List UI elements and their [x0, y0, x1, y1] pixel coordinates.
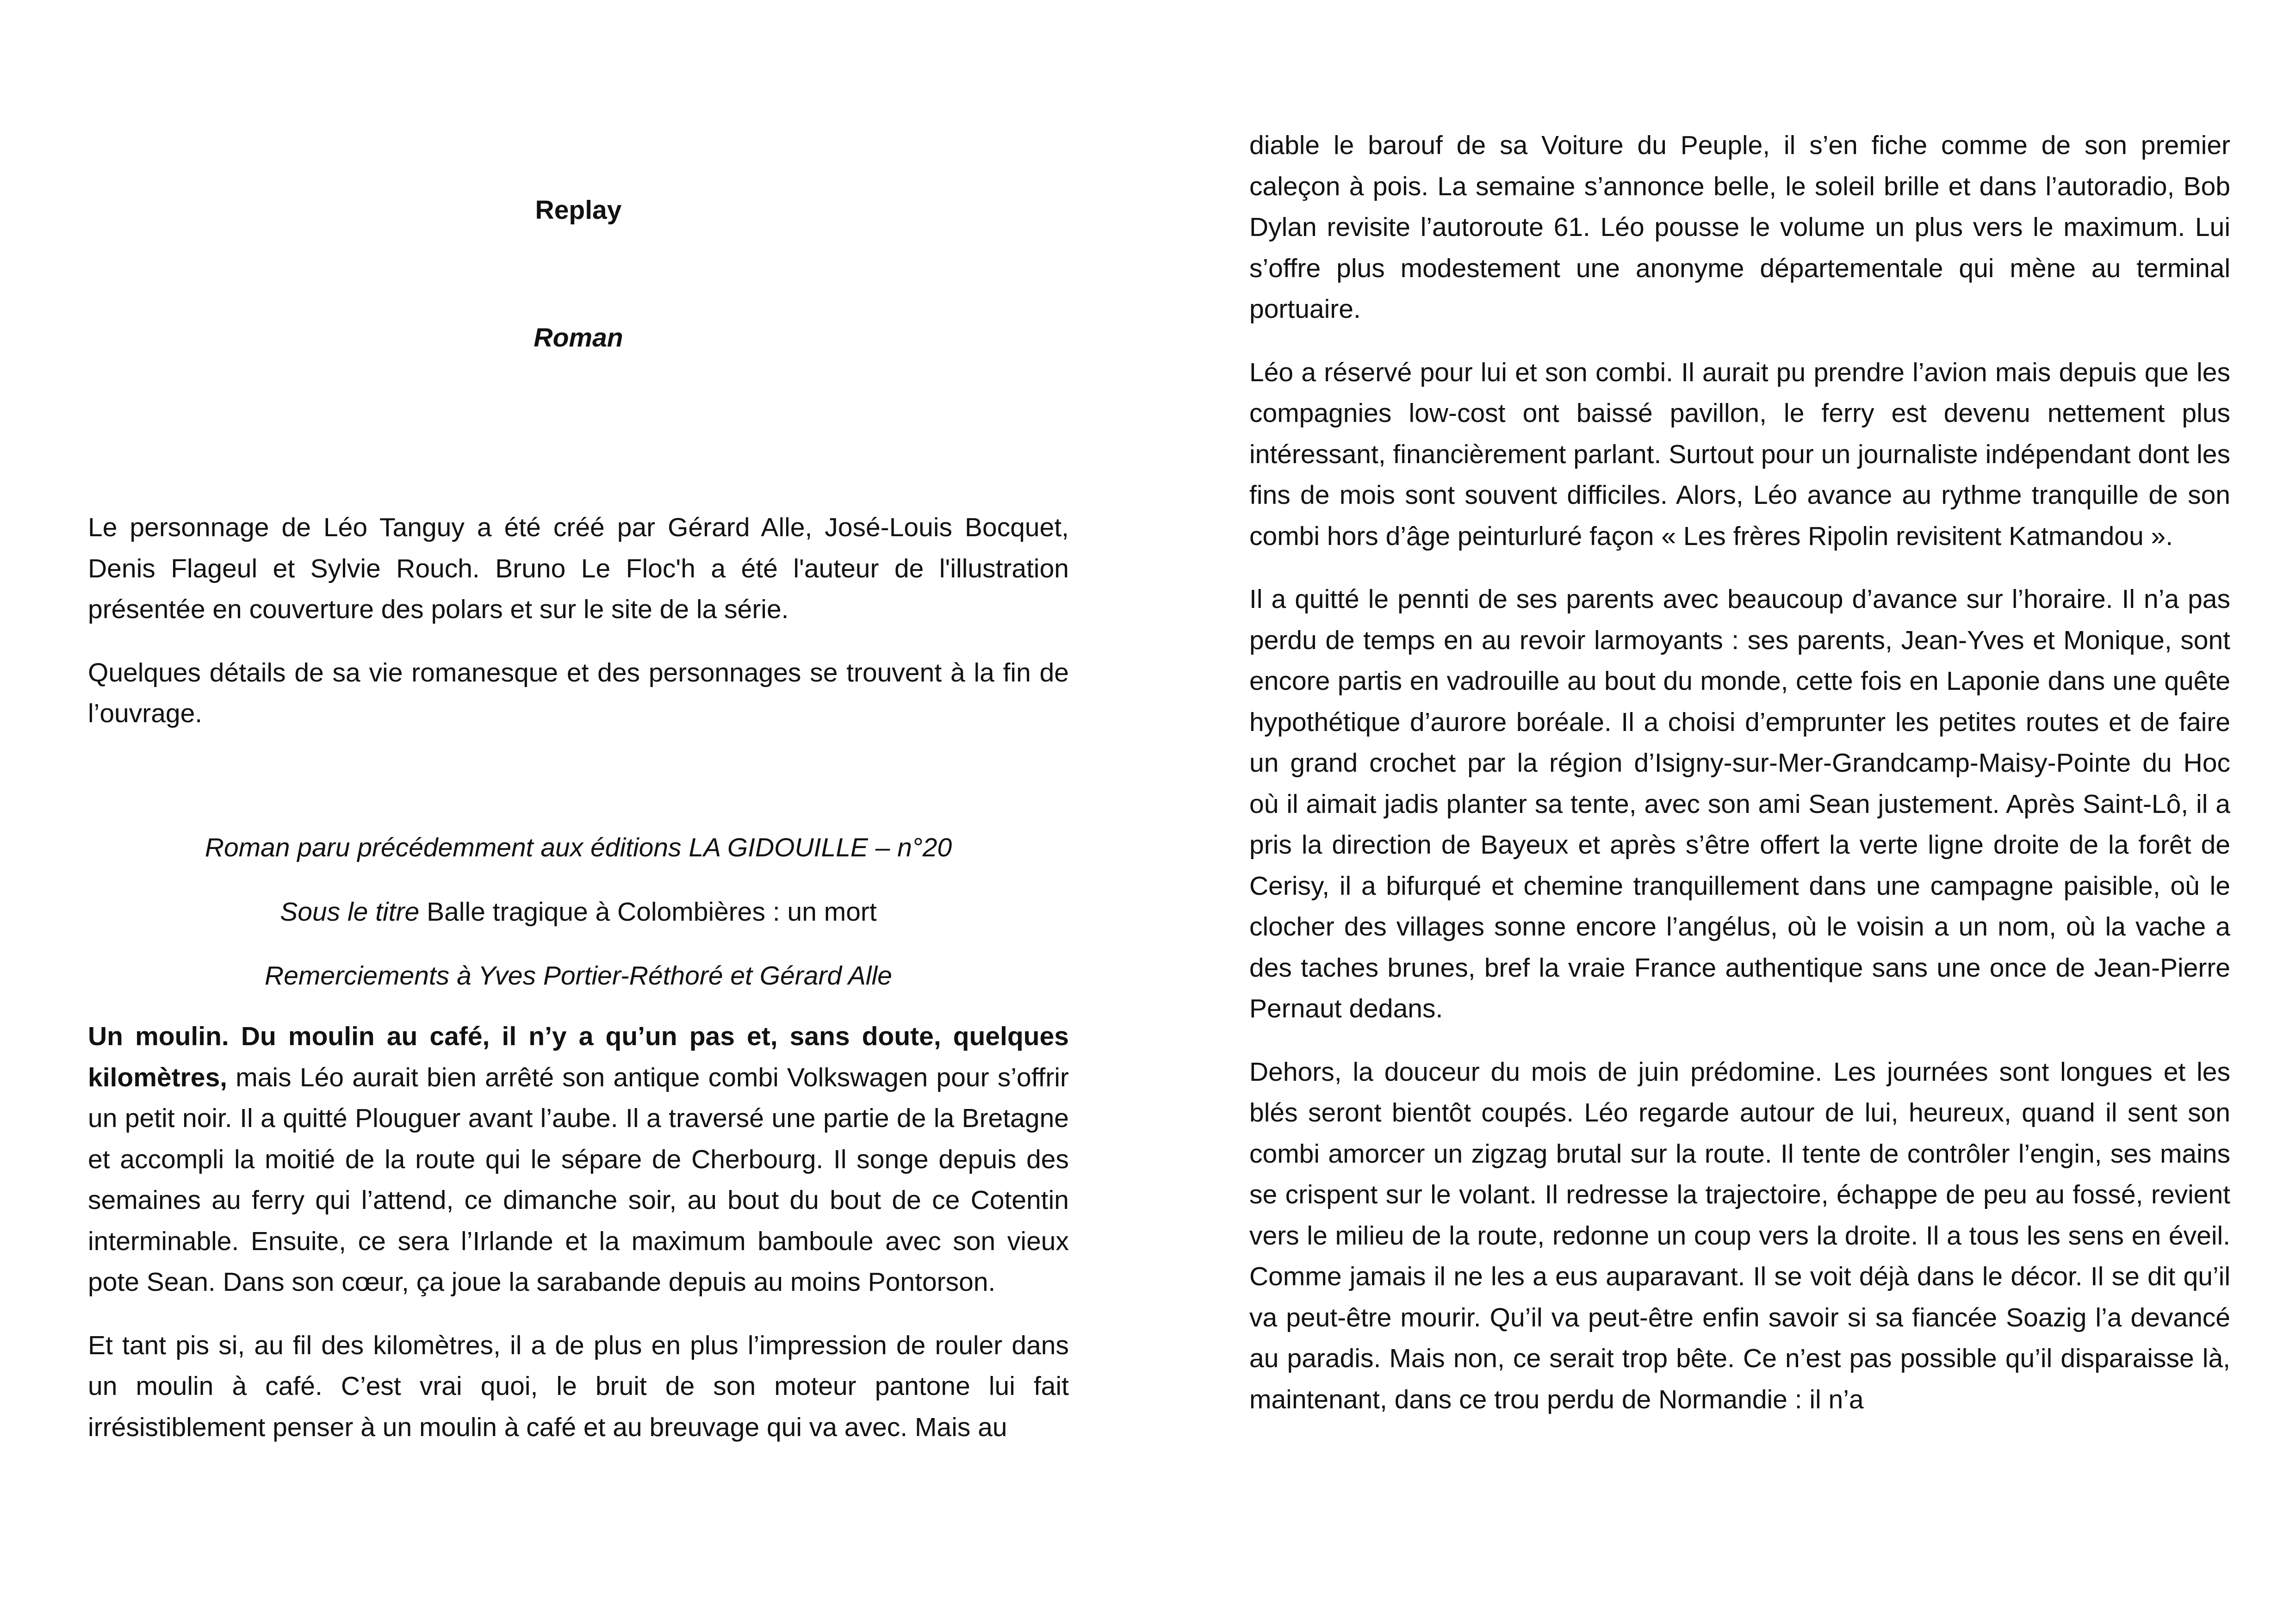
story-paragraph [88, 1016, 1069, 1303]
book-title: Replay [535, 195, 622, 225]
previous-edition-note: Roman paru précédemment aux éditions LA GIDOUILLE – n°20 [205, 833, 952, 862]
title-prefix: Sous le titre [280, 897, 420, 927]
credits-section [88, 827, 1069, 1020]
story-paragraph: diable le barouf de sa Voiture du Peuple, il s’en fiche comme de son premier caleçon à pois. La semaine s’annonce belle, le soleil brille et dans l’autoradio, Bob Dylan revisite l’autoroute 61. Léo pousse le volume un plus vers le maximum. Lui s’offre plus modestement une anonyme départementale qui mène au terminal portuaire. [1249, 130, 2230, 324]
book-subtitle: Roman [534, 323, 623, 353]
story-paragraph: Et tant pis si, au fil des kilomètres, il a de plus en plus l’impression de rouler dans un moulin à café. C’est vrai quoi, le bruit de son moteur pantone lui fait irrésistiblement penser à un moulin à café et au breuvage qui va avec. Mais au [88, 1330, 1069, 1442]
intro-section [88, 507, 1069, 756]
story-continuation [1249, 125, 2230, 1442]
story-start [88, 1016, 1069, 1470]
story-paragraph: Léo a réservé pour lui et son combi. Il aurait pu prendre l’avion mais depuis que les compagnies low-cost ont baissé pavillon, le ferry est devenu nettement plus intéressant, financièrement parlant. Surtout pour un journaliste indépendant dont les fins de mois sont souvent difficiles. Alors, Léo avance au rythme tranquille de son combi hors d’âge peinturluré façon « Les frères Ripolin revisitent Katmandou ». [1249, 357, 2230, 551]
intro-paragraph: Quelques détails de sa vie romanesque et des personnages se trouvent à la fin de l’ouvrage. [88, 657, 1069, 728]
story-paragraph: Dehors, la douceur du mois de juin prédomine. Les journées sont longues et les blés seront bientôt coupés. Léo regarde autour de lui, heureux, quand il sent son combi amorcer un zigzag brutal sur la route. Il tente de contrôler l’engin, ses mains se crispent sur le volant. Il redresse la trajectoire, échappe de peu au fossé, revient vers le milieu de la route, redonne un coup vers la droite. Il a tous les sens en éveil. Comme jamais il ne les a eus auparavant. Il se voit déjà dans le décor. Il se dit qu’il va peut-être mourir. Qu’il va peut-être enfin savoir si sa fiancée Soazig l’a devancé au paradis. Mais non, ce serait trop bête. Ce n’est pas possible qu’il disparaisse là, maintenant, dans ce trou perdu de Normandie : il n’a [1249, 1057, 2230, 1414]
story-opening-text: mais Léo aurait bien arrêté son antique combi Volkswagen pour s’offrir un petit noir. Il a quitté Plouguer avant l’aube. Il a traversé une partie de la Bretagne et accompli la moitié de la route qui le sépare de Cherbourg. Il songe depuis des semaines au ferry qui l’attend, ce dimanche soir, au bout du bout de ce Cotentin interminable. Ensuite, ce sera l’Irlande et la maximum bamboule avec son vieux pote Sean. Dans son cœur, ça joue la sarabande depuis au moins Pontorson. [88, 1062, 1069, 1297]
intro-paragraph: Le personnage de Léo Tanguy a été créé par Gérard Alle, José-Louis Bocquet, Denis Flageul et Sylvie Rouch. Bruno Le Floc'h a été l'auteur de l'illustration présentée en couverture des polars et sur le site de la série. [88, 513, 1069, 624]
acknowledgements: Remerciements à Yves Portier-Réthoré et Gérard Alle [265, 961, 892, 991]
previous-title: Balle tragique à Colombières : un mort [419, 897, 877, 927]
previous-title-note [88, 892, 1069, 933]
story-opening-bold: Un moulin. Du moulin au café, il n’y a qu’un pas et, sans doute, quelques kilomètres, [88, 1022, 1069, 1092]
story-paragraph: Il a quitté le pennti de ses parents avec beaucoup d’avance sur l’horaire. Il n’a pas perdu de temps en au revoir larmoyants : ses parents, Jean-Yves et Monique, sont encore partis en vadrouille au bout du monde, cette fois en Laponie dans une quête hypothétique d’aurore boréale. Il a choisi d’emprunter les petites routes et de faire un grand crochet par la région d’Isigny-sur-Mer-Grandcamp-Maisy-Pointe du Hoc où il aimait jadis planter sa tente, avec son ami Sean justement. Après Saint-Lô, il a pris la direction de Bayeux et après s’être offert la verte ligne droite de la forêt de Cerisy, il a bifurqué et chemine tranquillement dans une campagne paisible, où le clocher des villages sonne encore l’angélus, où le voisin a un nom, où la vache a des taches brunes, bref la vraie France authentique sans une once de Jean-Pierre Pernaut dedans. [1249, 584, 2230, 1023]
